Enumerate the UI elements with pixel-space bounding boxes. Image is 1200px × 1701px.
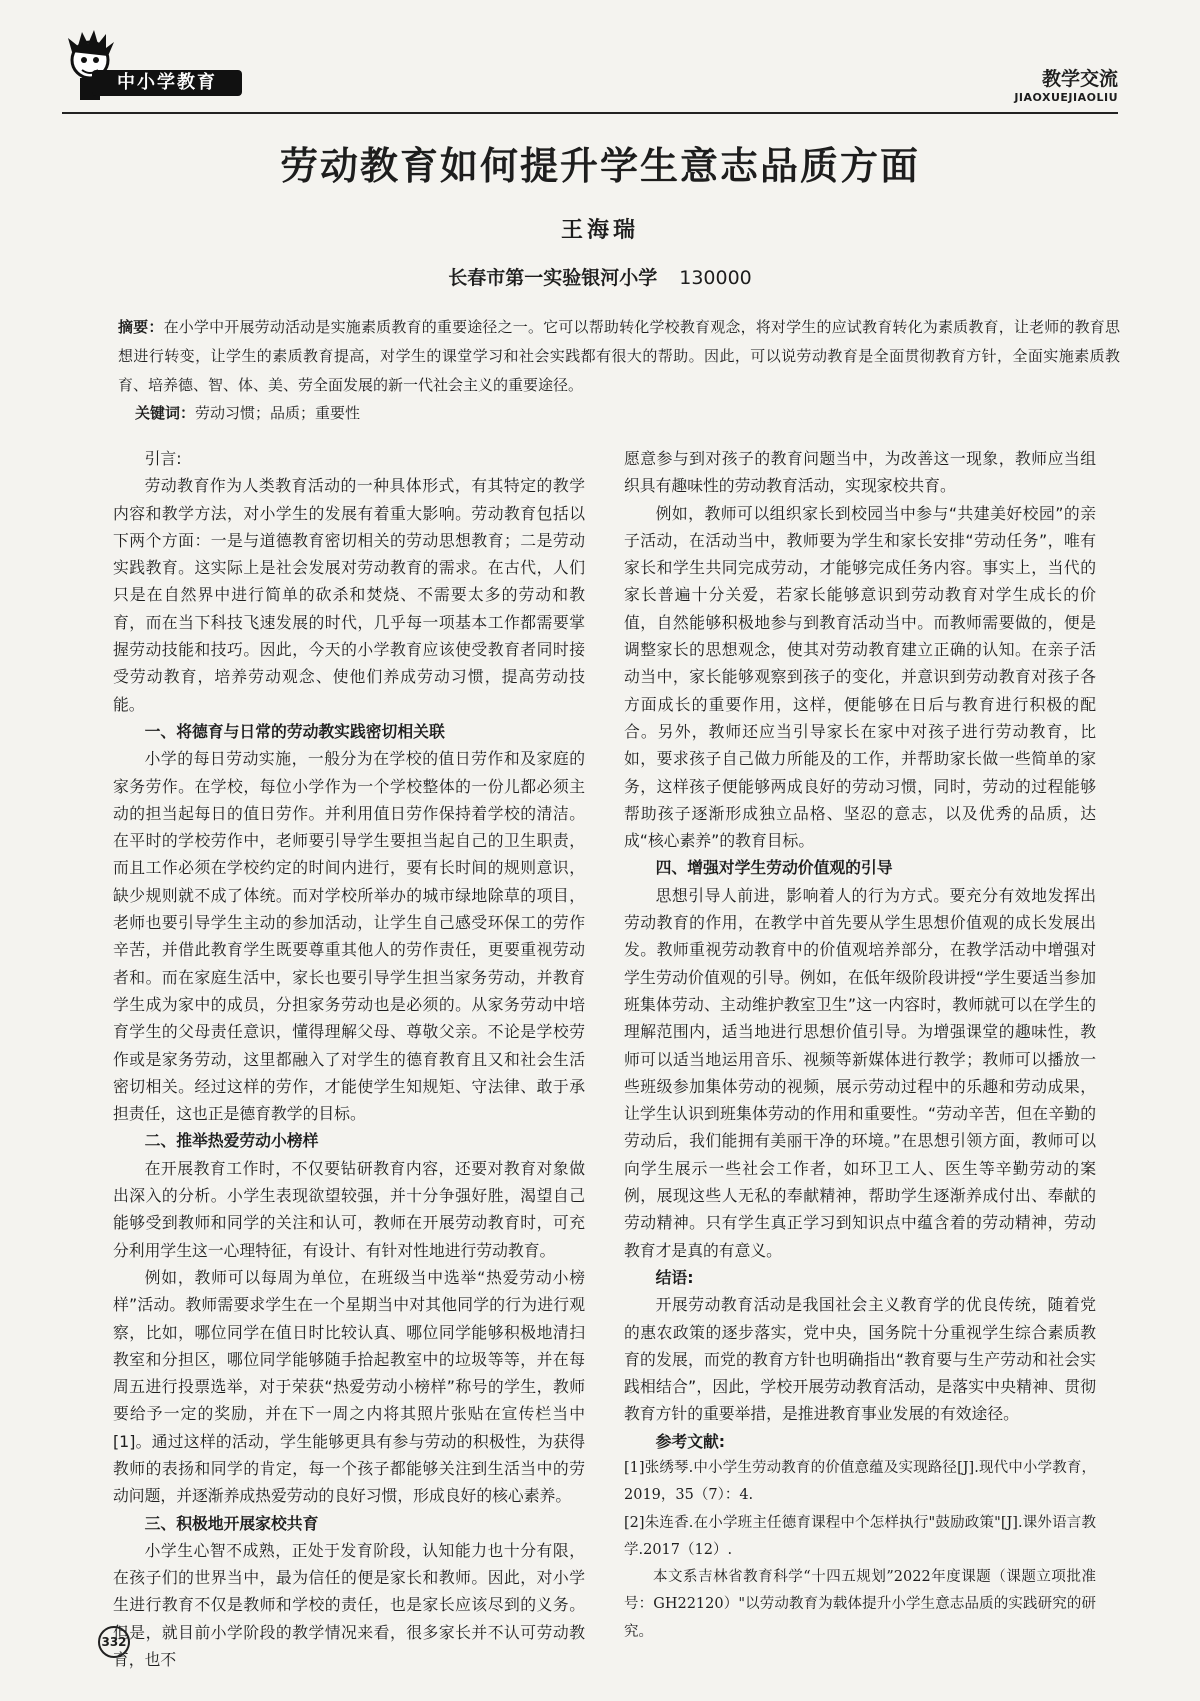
article-author: 王海瑞: [560, 217, 639, 243]
affiliation-postcode: 130000: [679, 267, 752, 289]
body-paragraph: 例如，教师可以每周为单位，在班级当中选举“热爱劳动小榜样”活动。教师需要求学生在一个星期当中对其他同学的行为进行观察，比如，哪位同学在值日时比较认真、哪位同学能够积极地清扫教室和分担区，哪位同学能够随手拾起教室中的垃圾等等，并在每周五进行投票选举，对于荣获“热爱劳动小榜样”称号的学生，教师要给予一定的奖励，并在下一周之内将其照片张贴在宣传栏当中[1]。通过这样的活动，学生能够更具有参与劳动的积极性，为获得教师的表扬和同学的肯定，每一个孩子都能够关注到生活当中的劳动问题，并逐渐养成热爱劳动的良好习惯，形成良好的核心素养。: [113, 1267, 585, 1506]
keywords: [135, 399, 360, 428]
section-heading-4: 四、增强对学生劳动价值观的引导: [655, 858, 893, 878]
abstract: [118, 313, 1120, 400]
body-paragraph: 在开展教育工作时，不仅要钻研教育内容，还要对教育对象做出深入的分析。小学生表现欲望较强，并十分争强好胜，渴望自己能够受到教师和同学的关注和认可，教师在开展劳动教育时，可充分利用学生这一心理特征，有设计、有针对性地进行劳动教育。: [113, 1158, 585, 1260]
affiliation-name: 长春市第一实验银河小学: [448, 267, 658, 289]
journal-logo: [62, 30, 252, 105]
journal-logo-text: 中小学教育: [92, 70, 242, 96]
right-column: [624, 445, 1096, 1646]
funding-note: 本文系吉林省教育科学“十四五规划”2022年度课题（课题立项批准号：GH22120）"以劳动教育为载体提升小学生意志品质的实践研究的研究。: [624, 1569, 1096, 1640]
abstract-label: 摘要：: [118, 318, 164, 336]
conclusion-label: 结语:: [655, 1267, 694, 1287]
reference-item: [2]朱连香.在小学班主任德育课程中个怎样执行"鼓励政策"[J].课外语言教学.2017（12）.: [624, 1514, 1096, 1558]
article-title: 劳动教育如何提升学生意志品质方面: [279, 144, 920, 188]
header-divider: [62, 112, 1118, 114]
keywords-text: 劳动习惯；品质；重要性: [195, 404, 361, 422]
body-paragraph: 例如，教师可以组织家长到校园当中参与“共建美好校园”的亲子活动，在活动当中，教师要为学生和家长安排“劳动任务”，唯有家长和学生共同完成劳动，才能够完成任务内容。事实上，当代的家长普遍十分关爱，若家长能够意识到劳动教育对学生成长的价值，自然能够积极地参与到教育活动当中。而教师需要做的，便是调整家长的思想观念，使其对劳动教育建立正确的认知。在亲子活动当中，家长能够观察到孩子的变化，并意识到劳动教育对孩子各方面成长的重要作用，这样，便能够在日后与教育进行积极的配合。另外，教师还应当引导家长在家中对孩子进行劳动教育，比如，要求孩子自己做力所能及的工作，并帮助家长做一些简单的家务，这样孩子便能够两成良好的劳动习惯，同时，劳动的过程能够帮助孩子逐渐形成独立品格、坚忍的意志，以及优秀的品质，达成“核心素养”的教育目标。: [624, 503, 1096, 851]
abstract-text: 在小学中开展劳动活动是实施素质教育的重要途径之一。它可以帮助转化学校教育观念，将对学生的应试教育转化为素质教育，让老师的教育思想进行转变，让学生的素质教育提高，对学生的课堂学习和社会实践都有很大的帮助。因此，可以说劳动教育是全面贯彻教育方针，全面实施素质教育、培养德、智、体、美、劳全面发展的新一代社会主义的重要途径。: [118, 318, 1120, 394]
body-paragraph: 愿意参与到对孩子的教育问题当中，为改善这一现象，教师应当组织具有趣味性的劳动教育活动，实现家校共育。: [624, 449, 1096, 496]
references-label: 参考文献:: [655, 1431, 726, 1451]
intro-paragraph: 劳动教育作为人类教育活动的一种具体形式，有其特定的教学内容和教学方法，对小学生的发展有着重大影响。劳动教育包括以下两个方面：一是与道德教育密切相关的劳动思想教育；二是劳动实践教育。这实际上是社会发展对劳动教育的需求。在古代，人们只是在自然界中进行简单的砍杀和焚烧、不需要太多的劳动和教育，而在当下科技飞速发展的时代，几乎每一项基本工作都需要掌握劳动技能和技巧。因此，今天的小学教育应该使受教育者同时接受劳动教育，培养劳动观念、使他们养成劳动习惯，提高劳动技能。: [113, 476, 585, 714]
keywords-label: 关键词：: [135, 404, 196, 422]
section-heading-3: 三、积极地开展家校共育: [144, 1513, 319, 1533]
page-number: 332: [98, 1626, 130, 1658]
body-paragraph: 小学生心智不成熟，正处于发育阶段，认知能力也十分有限，在孩子们的世界当中，最为信任的便是家长和教师。因此，对小学生进行教育不仅是教师和学校的责任，也是家长应该尽到的义务。但是，就目前小学阶段的教学情况来看，很多家长并不认可劳动教育，也不: [113, 1540, 585, 1670]
section-heading-1: 一、将德育与日常的劳动教实践密切相关联: [144, 721, 445, 741]
intro-label: 引言:: [144, 449, 182, 468]
author-affiliation: [0, 263, 1200, 290]
body-paragraph: 思想引导人前进，影响着人的行为方式。要充分有效地发挥出劳动教育的作用，在教学中首先要从学生思想价值观的成长发展出发。教师重视劳动教育中的价值观培养部分，在教学活动中增强对学生劳动价值观的引导。例如，在低年级阶段讲授“学生要适当参加班集体劳动、主动维护教室卫生”这一内容时，教师就可以在学生的理解范围内，适当地进行思想价值引导。为增强课堂的趣味性，教师可以适当地运用音乐、视频等新媒体进行教学；教师可以播放一些班级参加集体劳动的视频，展示劳动过程中的乐趣和劳动成果，让学生认识到班集体劳动的作用和重要性。“劳动辛苦，但在辛勤的劳动后，我们能拥有美丽干净的环境。”在思想引领方面，教师可以向学生展示一些社会工作者，如环卫工人、医生等辛勤劳动的案例，展现这些人无私的奉献精神，帮助学生逐渐养成付出、奉献的劳动精神。只有学生真正学习到知识点中蕴含着的劳动精神，劳动教育才是真的有意义。: [624, 885, 1096, 1260]
reference-item: [1]张绣琴.中小学生劳动教育的价值意蕴及实现路径[J].现代中小学教育，2019，35（7）：4.: [624, 1459, 1096, 1504]
conclusion-paragraph: 开展劳动教育活动是我国社会主义教育学的优良传统，随着党的惠农政策的逐步落实，党中央，国务院十分重视学生综合素质教育的发展，而党的教育方针也明确指出“教育要与生产劳动和社会实践相结合”，因此，学校开展劳动教育活动，是落实中央精神、贯彻教育方针的重要举措，是推进教育事业发展的有效途径。: [624, 1295, 1096, 1424]
section-name: 教学交流: [1041, 68, 1118, 90]
section-pinyin: JIAOXUEJIAOLIU: [1014, 91, 1118, 104]
left-column: [113, 445, 585, 1673]
section-heading-2: 二、推举热爱劳动小榜样: [144, 1131, 319, 1151]
body-paragraph: 小学的每日劳动实施，一般分为在学校的值日劳作和及家庭的家务劳作。在学校，每位小学作为一个学校整体的一份儿都必须主动的担当起每日的值日劳作。并利用值日劳作保持着学校的清洁。在平时的学校劳作中，老师要引导学生要担当起自己的卫生职责，而且工作必须在学校约定的时间内进行，要有长时间的规则意识，缺少规则就不成了体统。而对学校所举办的城市绿地除草的项目，老师也要引导学生主动的参加活动，让学生自己感受环保工的劳作辛苦，并借此教育学生既要尊重其他人的劳作责任，更要重视劳动者和。而在家庭生活中，家长也要引导学生担当家务劳动，并教育学生成为家中的成员，分担家务劳动也是必须的。从家务劳动中培育学生的父母责任意识，懂得理解父母、尊敬父亲。不论是学校劳作或是家务劳动，这里都融入了对学生的德育教育且又和社会生活密切相关。经过这样的劳作，才能使学生知规矩、守法律、敢于承担责任，这也正是德育教学的目标。: [113, 749, 585, 1124]
